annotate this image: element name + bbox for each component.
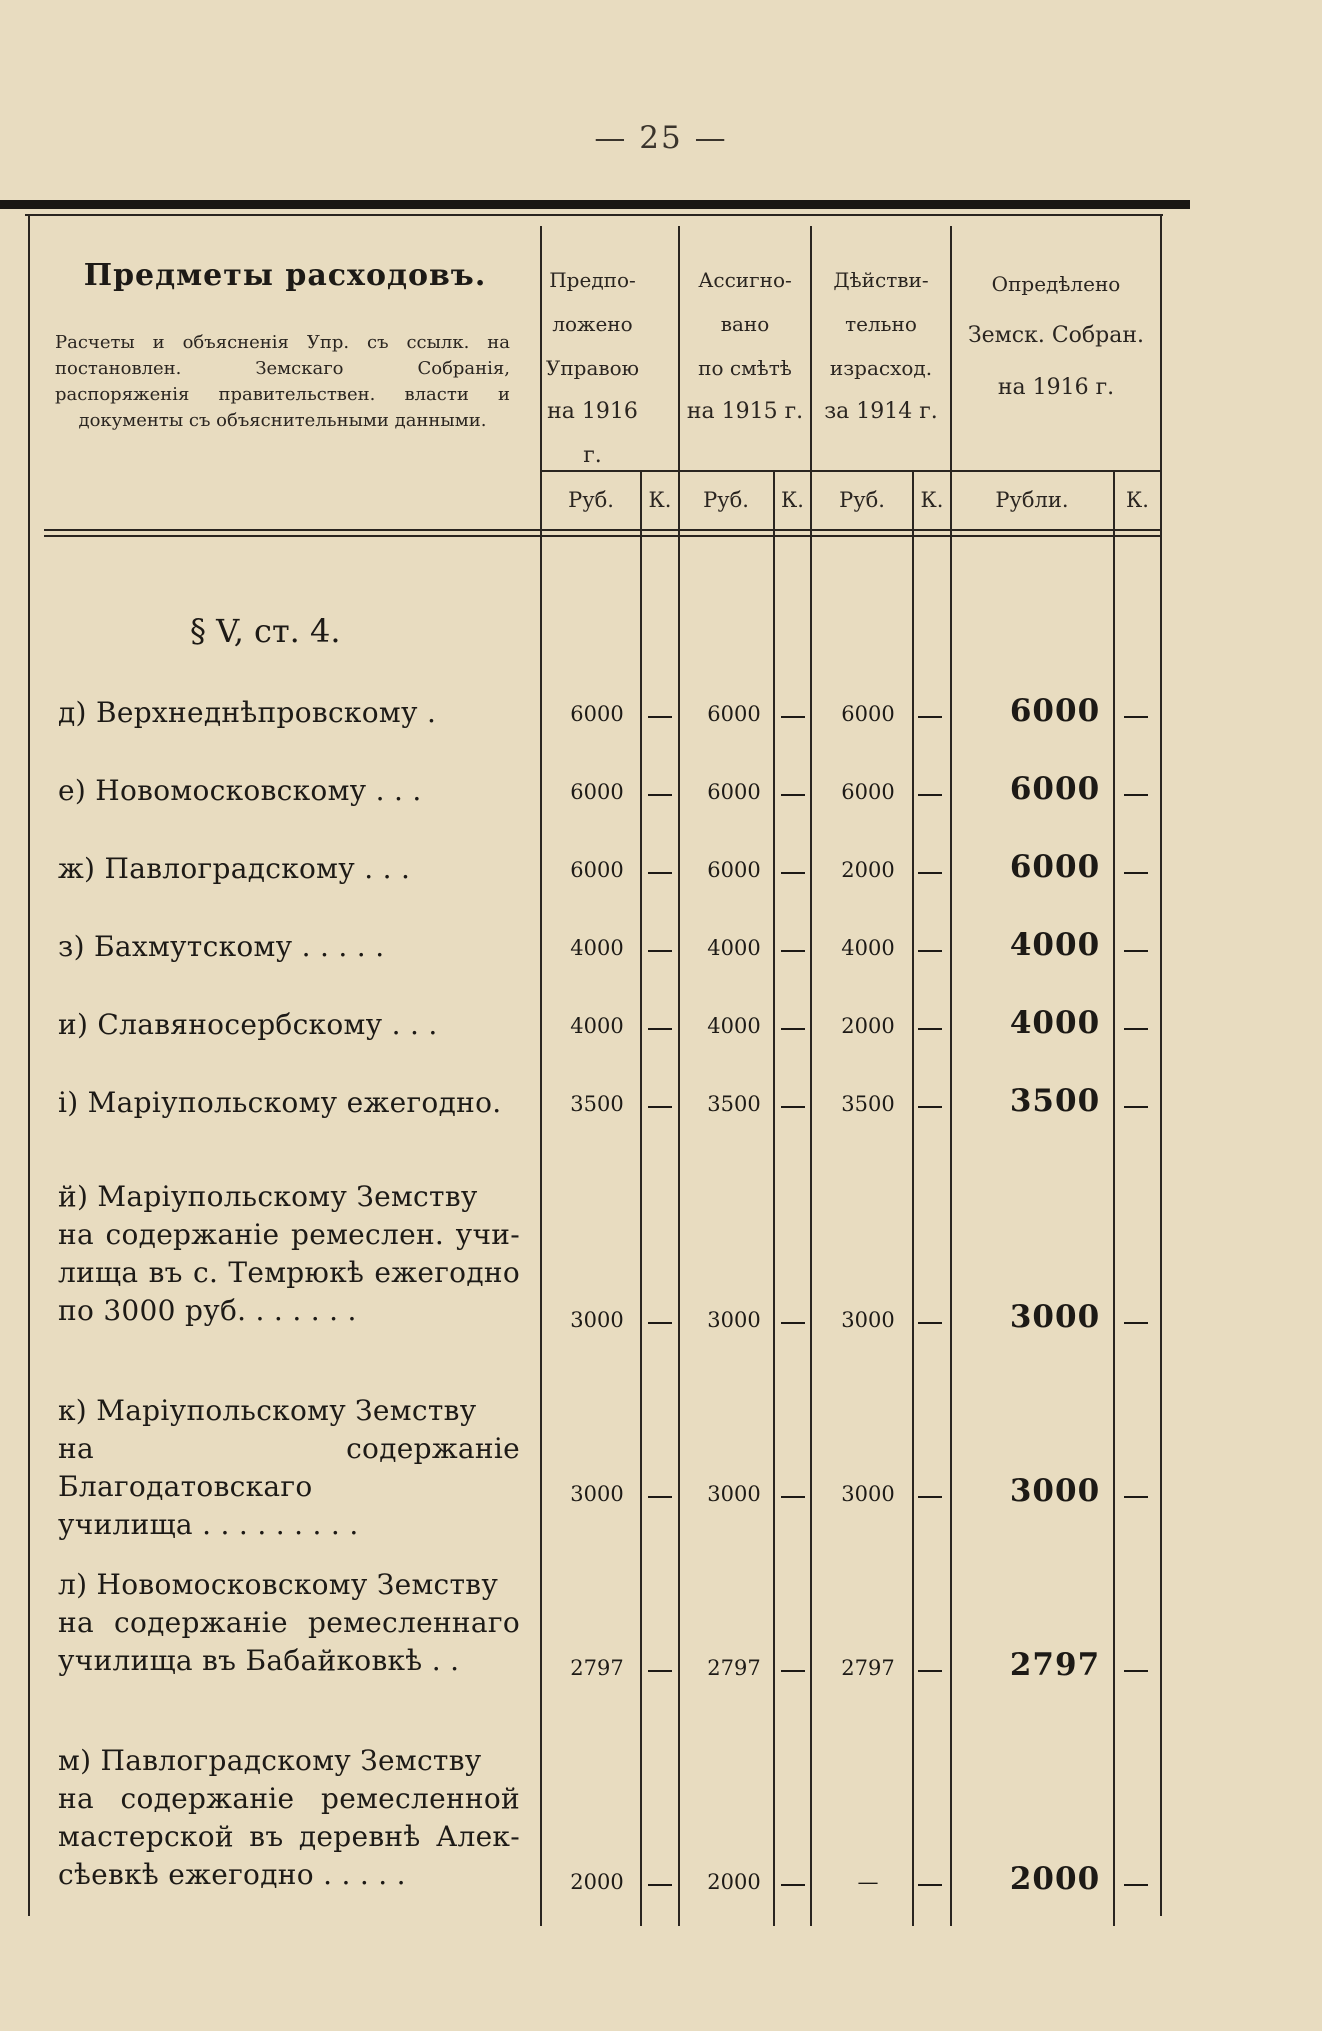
kopeck-dash xyxy=(1124,1884,1148,1886)
row-value-determined: 4000 xyxy=(1009,927,1101,963)
kopeck-dash xyxy=(648,1670,672,1672)
kopeck-dash xyxy=(648,1322,672,1324)
kopeck-dash xyxy=(918,794,942,796)
row-value-spent: — xyxy=(857,1870,879,1894)
row-value-proposed: 4000 xyxy=(570,936,624,960)
row-value-spent: 3000 xyxy=(841,1482,895,1506)
kopeck-dash xyxy=(781,716,805,718)
row-label: з) Бахмутскому . . . . . xyxy=(58,930,385,963)
kopeck-dash xyxy=(648,794,672,796)
row-value-proposed: 2000 xyxy=(570,1870,624,1894)
row-value-proposed: 3000 xyxy=(570,1482,624,1506)
column-header-assigned: Ассигно- вано по смѣтѣ на 1915 г. xyxy=(686,268,804,424)
row-value-determined: 6000 xyxy=(1009,849,1101,885)
row-label: д) Верхнеднѣпровскому . xyxy=(58,696,437,729)
kopeck-dash xyxy=(918,1322,942,1324)
unit-rub: Руб. xyxy=(568,488,614,512)
kopeck-dash xyxy=(918,1884,942,1886)
row-value-assigned: 3000 xyxy=(707,1308,761,1332)
column-divider xyxy=(773,470,775,1926)
kopeck-dash xyxy=(918,716,942,718)
kopeck-dash xyxy=(1124,794,1148,796)
column-header-spent: Дѣйстви- тельно израсход. за 1914 г. xyxy=(824,268,938,424)
row-value-assigned: 4000 xyxy=(707,936,761,960)
table-right-border xyxy=(1160,216,1162,1916)
row-value-assigned: 6000 xyxy=(707,858,761,882)
row-value-spent: 4000 xyxy=(841,936,895,960)
kopeck-dash xyxy=(1124,1106,1148,1108)
row-label: и) Славяносербскому . . . xyxy=(58,1008,438,1041)
row-label: л) Новомосковскому Земству на содержаніе ремесленнаго училища въ Бабайковкѣ . . xyxy=(58,1568,520,1677)
unit-rub: Руб. xyxy=(839,488,885,512)
row-value-proposed: 6000 xyxy=(570,858,624,882)
row-value-assigned: 4000 xyxy=(707,1014,761,1038)
kopeck-dash xyxy=(648,872,672,874)
kopeck-dash xyxy=(1124,1496,1148,1498)
kopeck-dash xyxy=(918,1028,942,1030)
row-value-spent: 6000 xyxy=(841,780,895,804)
row-value-determined: 3000 xyxy=(1009,1473,1101,1509)
row-value-assigned: 2797 xyxy=(707,1656,761,1680)
row-value-assigned: 3000 xyxy=(707,1482,761,1506)
row-value-proposed: 3500 xyxy=(570,1092,624,1116)
column-divider xyxy=(810,226,812,1926)
section-title: § V, ст. 4. xyxy=(190,612,341,650)
row-value-proposed: 3000 xyxy=(570,1308,624,1332)
kopeck-dash xyxy=(1124,716,1148,718)
row-label: й) Маріупольскому Земству на содержаніе ремеслен. учи- лища въ с. Темрюкѣ ежегодно по 3000 руб. . . . . . . xyxy=(58,1180,520,1327)
row-label: к) Маріупольскому Земству на содержаніе Благодатовскаго училища . . . . . . . . . xyxy=(58,1394,520,1541)
top-rule-thin xyxy=(25,214,1163,216)
unit-kop: К. xyxy=(1126,488,1149,512)
table-subtitle: Расчеты и объясненія Упр. съ ссылк. на постановлен. Земскаго Собранія, распоряженія правительствен. власти и документы съ объяснительными данными. xyxy=(55,332,510,431)
page-number: — 25 — xyxy=(594,120,728,156)
kopeck-dash xyxy=(648,1028,672,1030)
row-value-proposed: 6000 xyxy=(570,702,624,726)
row-value-assigned: 6000 xyxy=(707,780,761,804)
row-value-determined: 3000 xyxy=(1009,1299,1101,1335)
row-value-spent: 3500 xyxy=(841,1092,895,1116)
row-value-assigned: 3500 xyxy=(707,1092,761,1116)
kopeck-dash xyxy=(781,1028,805,1030)
row-value-spent: 3000 xyxy=(841,1308,895,1332)
row-value-spent: 6000 xyxy=(841,702,895,726)
row-value-proposed: 2797 xyxy=(570,1656,624,1680)
row-value-determined: 3500 xyxy=(1009,1083,1101,1119)
table-left-border xyxy=(28,216,30,1916)
column-divider xyxy=(640,470,642,1926)
row-value-determined: 2797 xyxy=(1009,1647,1101,1683)
unit-kop: К. xyxy=(648,488,672,512)
kopeck-dash xyxy=(1124,1670,1148,1672)
row-value-assigned: 2000 xyxy=(707,1870,761,1894)
row-value-assigned: 6000 xyxy=(707,702,761,726)
kopeck-dash xyxy=(781,1496,805,1498)
kopeck-dash xyxy=(1124,1028,1148,1030)
kopeck-dash xyxy=(648,950,672,952)
row-value-proposed: 4000 xyxy=(570,1014,624,1038)
row-value-determined: 2000 xyxy=(1009,1861,1101,1897)
kopeck-dash xyxy=(781,794,805,796)
kopeck-dash xyxy=(648,1106,672,1108)
kopeck-dash xyxy=(781,1670,805,1672)
header-bottom-rule xyxy=(44,529,1160,531)
column-divider xyxy=(1113,470,1115,1926)
row-label: ж) Павлоградскому . . . xyxy=(58,852,411,885)
row-value-determined: 6000 xyxy=(1009,771,1101,807)
kopeck-dash xyxy=(781,1322,805,1324)
top-rule xyxy=(0,200,1190,209)
unit-rubles: Рубли. xyxy=(995,488,1069,512)
row-value-spent: 2797 xyxy=(841,1656,895,1680)
kopeck-dash xyxy=(1124,1322,1148,1324)
row-value-spent: 2000 xyxy=(841,858,895,882)
kopeck-dash xyxy=(918,1106,942,1108)
row-label: е) Новомосковскому . . . xyxy=(58,774,422,807)
kopeck-dash xyxy=(918,950,942,952)
row-value-spent: 2000 xyxy=(841,1014,895,1038)
kopeck-dash xyxy=(648,1496,672,1498)
row-value-determined: 4000 xyxy=(1009,1005,1101,1041)
row-value-proposed: 6000 xyxy=(570,780,624,804)
kopeck-dash xyxy=(781,1106,805,1108)
row-label: і) Маріупольскому ежегодно. xyxy=(58,1086,502,1119)
table-title: Предметы расходовъ. xyxy=(83,258,487,293)
column-divider xyxy=(678,226,680,1926)
kopeck-dash xyxy=(918,872,942,874)
unit-kop: К. xyxy=(781,488,804,512)
column-divider xyxy=(950,226,952,1926)
column-divider xyxy=(912,470,914,1926)
column-divider xyxy=(540,226,542,1926)
column-header-determined: Опредѣлено Земск. Собран. на 1916 г. xyxy=(967,272,1145,400)
kopeck-dash xyxy=(1124,872,1148,874)
kopeck-dash xyxy=(918,1670,942,1672)
kopeck-dash xyxy=(918,1496,942,1498)
row-value-determined: 6000 xyxy=(1009,693,1101,729)
unit-kop: К. xyxy=(920,488,944,512)
kopeck-dash xyxy=(781,872,805,874)
kopeck-dash xyxy=(781,1884,805,1886)
column-header-proposed: Предпо- ложено Управою на 1916 г. xyxy=(545,268,640,468)
header-bottom-rule-double xyxy=(44,535,1160,537)
kopeck-dash xyxy=(648,716,672,718)
kopeck-dash xyxy=(648,1884,672,1886)
row-label: м) Павлоградскому Земству на содержаніе ремесленной мастерской въ деревнѣ Алек- сѣевкѣ ежегодно . . . . . xyxy=(58,1744,520,1891)
kopeck-dash xyxy=(1124,950,1148,952)
kopeck-dash xyxy=(781,950,805,952)
unit-rub: Руб. xyxy=(703,488,749,512)
